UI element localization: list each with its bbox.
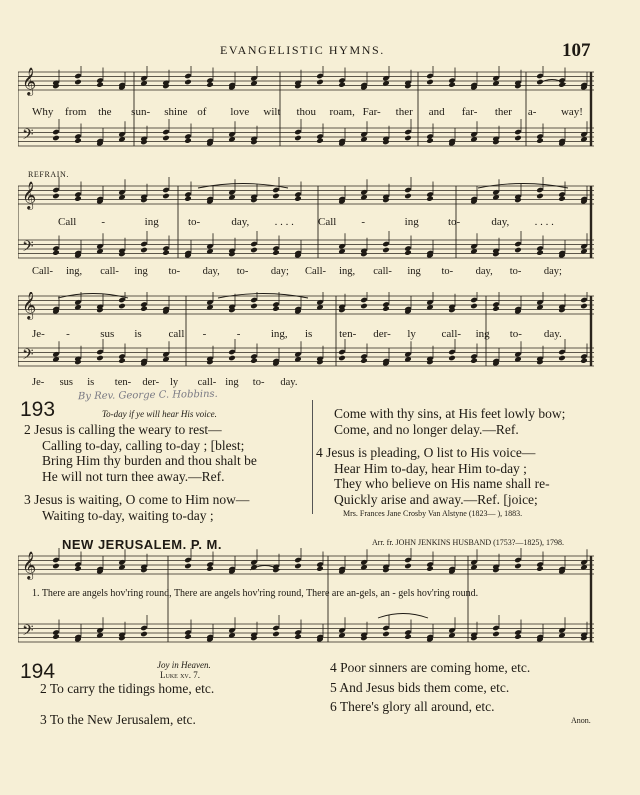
scripture-reference: Luke xv. 7. [160,670,200,680]
epigraph: Joy in Heaven. [157,660,211,670]
verse1-lyric: 1. There are angels hov'ring round, There are angels hov'ring round, There are an-gels, an - gels hov'ring round. [32,588,479,599]
staff-svg-4 [18,548,596,654]
note-head [426,79,434,85]
lyric-syllable: ing [225,377,239,388]
lyric-syllable: to- [509,328,522,340]
lyric-syllable: ing [144,216,159,228]
note-head [316,566,324,572]
note-head [228,355,236,361]
note-head [162,193,170,199]
verse-line: Come, and no longer delay.—Ref. [334,421,519,437]
music-system-3 [18,292,596,392]
lyric-syllable: - [101,216,105,228]
note-head [316,138,324,144]
lyric-syllable: ing [407,266,421,277]
note-head [404,193,412,199]
verse-column-left [24,422,257,523]
note-head [272,250,280,256]
note-head [382,306,390,312]
lyric-syllable: is [305,328,313,340]
note-head [580,303,588,309]
note-head [536,566,544,572]
verse-line: 5 And Jesus bids them come, etc. [330,679,510,695]
note-head [294,196,302,202]
lyric-syllable: ing [134,266,148,277]
lyric-syllable: to- [168,266,181,277]
lyric-syllable: call- [373,266,392,277]
epigraph: To-day if ye will hear His voice. [102,409,217,419]
verse-line: Waiting to-day, waiting to-day ; [42,507,214,523]
lyric-syllable: call- [100,266,119,277]
lyric-syllable: to- [188,216,201,228]
lyric-syllable: a- [527,106,537,118]
lyric-syllable: Je- [32,328,45,340]
note-head [250,303,258,309]
note-head [184,634,192,640]
note-head [514,247,522,253]
note-head [162,250,170,256]
note-head [184,196,192,202]
note-head [558,355,566,361]
lyric-syllable: day; [270,266,289,277]
note-head [52,135,60,141]
handwritten-signature: By Rev. George C. Hobbins. [77,388,218,403]
lyric-syllable: to- [236,266,249,277]
note-head [96,82,104,88]
lyric-syllable: . . . . [274,216,294,228]
treble-clef-icon: 𝄞 [22,292,37,319]
lyric-syllable: roam, [329,106,355,118]
note-head [558,196,566,202]
lyric-syllable: ing, [270,328,288,340]
lyric-syllable: day. [280,377,298,388]
lyric-syllable: thou [296,106,317,118]
note-head [426,138,434,144]
bass-clef-icon: 𝄢 [22,622,34,643]
note-head [184,79,192,85]
note-head [52,634,60,640]
bass-clef-icon: 𝄢 [22,346,34,367]
note-head [536,250,544,256]
lyric-syllable: day; [543,266,562,277]
note-head [52,250,60,256]
verse-column-right [330,660,530,719]
note-head [338,82,346,88]
lyric-syllable: of [197,106,207,118]
note-head [470,358,478,364]
note-head [536,138,544,144]
verse-line: Come with thy sins, at His feet lowly bow; [334,406,566,421]
note-head [184,563,192,569]
note-head [118,358,126,364]
lyric-syllable: the [98,106,112,118]
lyric-syllable: day, [491,216,510,228]
note-head [448,82,456,88]
lyric-syllable: sun- [131,106,151,118]
note-head [272,193,280,199]
note-head [74,566,82,572]
note-head [140,306,148,312]
treble-clef-icon: 𝄞 [22,181,37,209]
lyric-syllable: Why [32,106,54,118]
note-head [492,631,500,637]
note-head [536,193,544,199]
lyric-syllable: to- [441,266,454,277]
note-head [514,563,522,569]
lyric-syllable: day, [475,266,493,277]
lyric-syllable: is [87,377,95,388]
tie-curve [378,614,428,619]
running-header: EVANGELISTIC HYMNS. [220,43,385,57]
lyric-syllable: love [230,106,250,118]
note-head [514,634,522,640]
lyric-syllable: ing [404,216,419,228]
lyric-syllable: ing, [66,266,83,277]
lyric-syllable: - [202,328,207,340]
lyric-syllable: to- [252,377,265,388]
tune-title: NEW JERUSALEM. P. M. [62,537,223,552]
verse-column-right [316,406,565,507]
author-credit: Mrs. Frances Jane Crosby Van Alstyne (1823— ), 1883. [343,509,523,518]
lyric-syllable: ther [395,106,413,118]
lyric-syllable: ten- [114,377,132,388]
music-system-4 [18,548,596,654]
bass-clef-icon: 𝄢 [22,126,34,147]
note-head [118,303,126,309]
note-head [294,634,302,640]
note-head [382,247,390,253]
lyric-syllable: call [168,328,185,340]
lyric-syllable: - [361,216,365,228]
lyric-syllable: - [236,328,241,340]
note-head [360,358,368,364]
verse-line: Quickly arise and away.—Ref. [joice; [334,491,538,507]
note-head [338,355,346,361]
note-head [52,193,60,199]
note-head [404,634,412,640]
note-head [492,306,500,312]
lyric-syllable: call- [441,328,462,340]
lyric-syllable: day. [543,328,562,340]
refrain-label: REFRAIN. [28,170,70,179]
lyric-syllable: Call- [32,266,53,277]
verse-line [316,437,565,445]
hymn-number: 193 [20,398,56,421]
hymn-number: 194 [20,660,56,683]
note-head [580,358,588,364]
note-head [426,566,434,572]
note-head [294,563,302,569]
lyric-syllable: ing, [339,266,356,277]
note-head [74,138,82,144]
verse-line: 3 To the New Jerusalem, etc. [40,711,196,727]
note-head [426,196,434,202]
verse-line: 4 Poor sinners are coming home, etc. [330,660,531,675]
lyric-syllable: and [428,106,445,118]
lyric-syllable: ing [475,328,490,340]
note-head [404,250,412,256]
verse-line: They who believe on His name shall re- [334,476,550,491]
lyric-syllable: wilt [263,106,281,118]
note-head [74,79,82,85]
music-system-1 [18,66,596,160]
lyric-syllable: ther [494,106,512,118]
column-divider [312,400,313,514]
lyric-syllable: Far- [362,106,381,118]
lyric-syllable: is [134,328,142,340]
staff-svg-3 [18,292,596,392]
note-head [74,196,82,202]
lyric-syllable: Call [318,216,337,228]
treble-clef-icon: 𝄞 [22,551,37,579]
lyric-syllable: . . . . [534,216,554,228]
note-head [360,303,368,309]
verse-line: 6 There's glory all around, etc. [330,699,495,714]
tune-credit: Arr. fr. JOHN JENKINS HUSBAND (1753?—1825), 1798. [372,538,564,547]
note-head [272,306,280,312]
note-head [448,355,456,361]
note-head [404,135,412,141]
lyric-syllable: ly [407,328,416,340]
lyric-syllable: Call- [305,266,326,277]
lyric-syllable: der- [142,377,160,388]
lyric-syllable: ly [170,377,179,388]
verse-line: He will not turn thee away.—Ref. [42,468,225,484]
note-head [470,303,478,309]
verse-line: 2 To carry the tidings home, etc. [40,681,215,696]
lyric-syllable: call- [197,377,217,388]
treble-clef-icon: 𝄞 [22,67,37,95]
verse-line: Bring Him thy burden and thou shalt be [42,453,257,468]
note-head [316,79,324,85]
lyric-syllable: sus [100,328,115,340]
music-system-2 [18,170,596,280]
note-head [140,631,148,637]
note-head [272,631,280,637]
note-head [184,138,192,144]
verse-line: Calling to-day, calling to-day ; [blest; [42,437,245,453]
lyric-syllable: to- [448,216,461,228]
note-head [206,82,214,88]
note-head [514,135,522,141]
lyric-syllable: day, [231,216,250,228]
lyric-syllable: Call [58,216,77,228]
page-number: 107 [562,40,591,61]
lyric-syllable: sus [59,377,74,388]
note-head [250,358,258,364]
lyric-syllable: way! [560,106,583,118]
author-credit: Anon. [571,716,591,725]
verse-line [24,484,257,492]
verse-line: 3 Jesus is waiting, O come to Him now— [24,492,250,507]
note-head [382,631,390,637]
note-head [162,135,170,141]
note-head [96,355,104,361]
note-head [404,563,412,569]
verse-line: 4 Jesus is pleading, O list to His voice— [316,445,536,460]
lyric-syllable: day, [202,266,220,277]
note-head [558,82,566,88]
lyric-syllable: to- [509,266,522,277]
verse-line: Hear Him to-day, hear Him to-day ; [334,460,527,476]
note-head [140,247,148,253]
lyric-syllable: - [66,328,70,340]
lyric-syllable: from [65,106,87,118]
verse-line: 2 Jesus is calling the weary to rest— [24,422,222,437]
lyric-syllable: der- [373,328,391,340]
lyric-syllable: far- [461,106,478,118]
lyric-syllable: Je- [32,377,45,388]
verse-column-left [40,681,214,742]
lyric-syllable: ten- [339,328,357,340]
lyric-syllable: shine [164,106,188,118]
note-head [294,135,302,141]
note-head [206,566,214,572]
bass-clef-icon: 𝄢 [22,238,34,259]
note-head [250,247,258,253]
note-head [52,563,60,569]
